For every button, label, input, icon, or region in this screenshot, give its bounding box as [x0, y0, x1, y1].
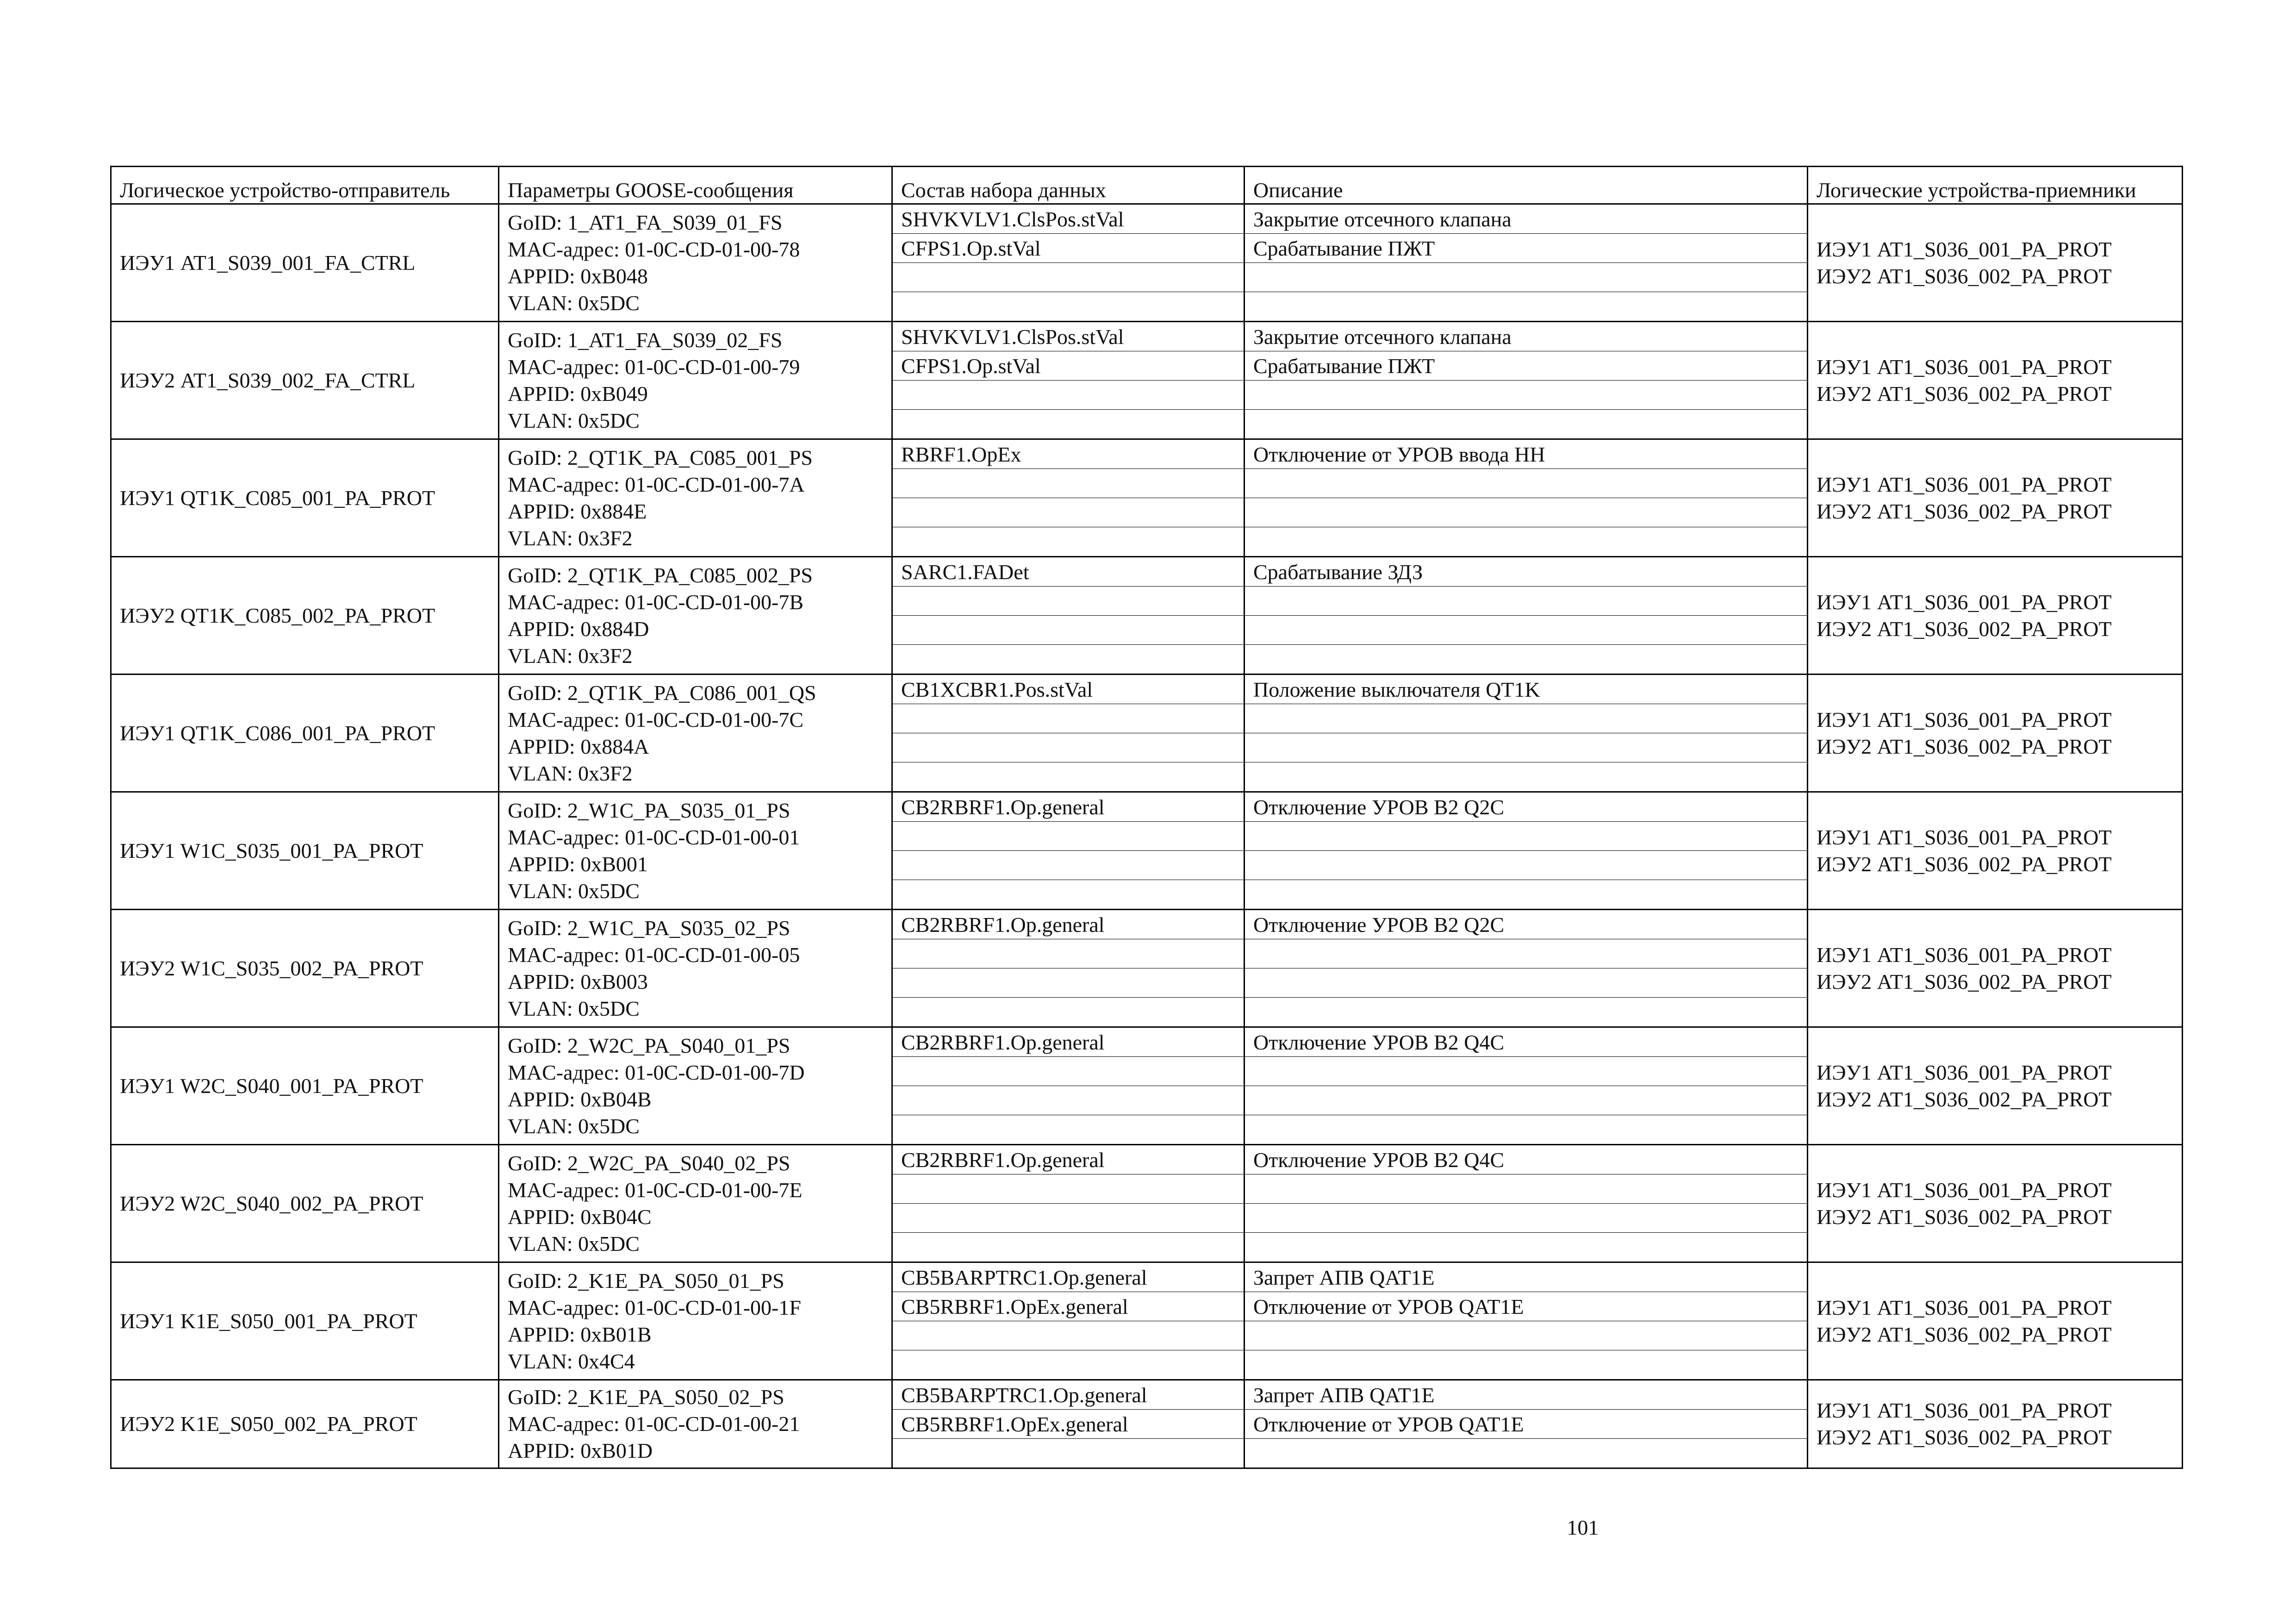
receivers-cell [1808, 675, 2183, 792]
dataset-cell: CB2RBRF1.Op.general [892, 1027, 1244, 1057]
dataset-cell [892, 851, 1244, 880]
params-cell [499, 910, 892, 1027]
param-line: APPID: 0xB049 [508, 381, 648, 406]
description-cell: Закрытие отсечного клапана [1244, 204, 1808, 234]
table-row [111, 1145, 2183, 1174]
param-line: APPID: 0xB003 [508, 969, 648, 993]
param-line: MAC-адрес: 01-0C-CD-01-00-7A [508, 472, 805, 496]
param-line: MAC-адрес: 01-0C-CD-01-00-21 [508, 1412, 800, 1436]
dataset-cell [892, 498, 1244, 527]
table-row [111, 557, 2183, 587]
description-cell: Отключение УРОВ В2 Q4C [1244, 1145, 1808, 1174]
table-row [111, 1027, 2183, 1057]
dataset-cell [892, 292, 1244, 322]
header-description: Описание [1244, 167, 1808, 204]
receivers-cell [1808, 557, 2183, 675]
dataset-cell: CB2RBRF1.Op.general [892, 792, 1244, 822]
receiver-line: ИЭУ2 AT1_S036_002_PA_PROT [1817, 1087, 2112, 1111]
receiver-line: ИЭУ1 AT1_S036_001_PA_PROT [1817, 1178, 2112, 1202]
receivers-cell [1808, 1262, 2183, 1380]
dataset-cell [892, 998, 1244, 1027]
receiver-line: ИЭУ2 AT1_S036_002_PA_PROT [1817, 617, 2112, 641]
dataset-cell [892, 1321, 1244, 1350]
description-cell [1244, 1057, 1808, 1086]
sender-cell: ИЭУ1 W1C_S035_001_PA_PROT [111, 792, 499, 910]
description-cell: Отключение от УРОВ ввода НН [1244, 439, 1808, 469]
table-header [111, 167, 2183, 204]
dataset-cell [892, 645, 1244, 675]
description-cell [1244, 498, 1808, 527]
dataset-cell [892, 263, 1244, 292]
sender-cell: ИЭУ1 QT1K_C085_001_PA_PROT [111, 439, 499, 557]
param-line: VLAN: 0x3F2 [508, 643, 633, 668]
receivers-cell [1808, 322, 2183, 439]
table-row [111, 1262, 2183, 1292]
sender-cell: ИЭУ2 QT1K_C085_002_PA_PROT [111, 557, 499, 675]
param-line: VLAN: 0x4C4 [508, 1349, 635, 1373]
params-cell [499, 1145, 892, 1262]
description-cell: Запрет АПВ QAT1E [1244, 1380, 1808, 1410]
dataset-cell: RBRF1.OpEx [892, 439, 1244, 469]
param-line: MAC-адрес: 01-0C-CD-01-00-1F [508, 1295, 801, 1319]
param-line: GoID: 1_AT1_FA_S039_02_FS [508, 328, 783, 352]
description-cell [1244, 762, 1808, 792]
param-line: APPID: 0xB01B [508, 1322, 652, 1346]
param-line: GoID: 2_K1E_PA_S050_01_PS [508, 1268, 784, 1293]
dataset-cell [892, 527, 1244, 557]
description-cell: Отключение от УРОВ QAT1E [1244, 1410, 1808, 1439]
dataset-cell [892, 1233, 1244, 1262]
description-cell [1244, 1321, 1808, 1350]
description-cell: Срабатывание ЗДЗ [1244, 557, 1808, 587]
receiver-line: ИЭУ1 AT1_S036_001_PA_PROT [1817, 472, 2112, 496]
params-cell [499, 439, 892, 557]
dataset-cell [892, 1439, 1244, 1468]
table-row [111, 910, 2183, 939]
dataset-cell [892, 939, 1244, 968]
receiver-line: ИЭУ2 AT1_S036_002_PA_PROT [1817, 969, 2112, 993]
description-cell: Отключение УРОВ В2 Q2C [1244, 910, 1808, 939]
dataset-cell [892, 1350, 1244, 1380]
description-cell [1244, 1233, 1808, 1262]
param-line: APPID: 0x884E [508, 499, 647, 523]
params-cell [499, 322, 892, 439]
param-line: GoID: 2_K1E_PA_S050_02_PS [508, 1385, 784, 1409]
description-cell [1244, 880, 1808, 910]
sender-cell: ИЭУ1 K1E_S050_001_PA_PROT [111, 1262, 499, 1380]
params-cell [499, 1027, 892, 1145]
description-cell: Отключение УРОВ В2 Q4C [1244, 1027, 1808, 1057]
receivers-cell [1808, 1380, 2183, 1468]
receiver-line: ИЭУ1 AT1_S036_001_PA_PROT [1817, 1060, 2112, 1084]
dataset-cell: CB1XCBR1.Pos.stVal [892, 675, 1244, 704]
receivers-cell [1808, 910, 2183, 1027]
sender-cell: ИЭУ2 K1E_S050_002_PA_PROT [111, 1380, 499, 1468]
sender-cell: ИЭУ1 W2C_S040_001_PA_PROT [111, 1027, 499, 1145]
params-cell [499, 675, 892, 792]
param-line: VLAN: 0x3F2 [508, 761, 633, 785]
table-row [111, 1380, 2183, 1410]
param-line: VLAN: 0x5DC [508, 291, 640, 315]
receiver-line: ИЭУ2 AT1_S036_002_PA_PROT [1817, 499, 2112, 523]
dataset-cell [892, 704, 1244, 733]
receivers-cell [1808, 792, 2183, 910]
description-cell [1244, 968, 1808, 998]
dataset-cell [892, 1174, 1244, 1204]
header-receivers: Логические устройства-приемники [1808, 167, 2183, 204]
param-line: MAC-адрес: 01-0C-CD-01-00-01 [508, 825, 800, 849]
param-line: VLAN: 0x5DC [508, 408, 640, 432]
table-row [111, 204, 2183, 234]
receiver-line: ИЭУ1 AT1_S036_001_PA_PROT [1817, 1399, 2112, 1422]
dataset-cell [892, 1086, 1244, 1115]
sender-cell: ИЭУ2 W2C_S040_002_PA_PROT [111, 1145, 499, 1262]
description-cell [1244, 1086, 1808, 1115]
sender-cell: ИЭУ1 AT1_S039_001_FA_CTRL [111, 204, 499, 322]
param-line: APPID: 0xB04B [508, 1087, 652, 1111]
receiver-line: ИЭУ1 AT1_S036_001_PA_PROT [1817, 1295, 2112, 1319]
goose-table [110, 166, 2183, 1469]
sender-cell: ИЭУ2 W1C_S035_002_PA_PROT [111, 910, 499, 1027]
param-line: APPID: 0xB048 [508, 264, 648, 288]
dataset-cell: SHVKVLV1.ClsPos.stVal [892, 204, 1244, 234]
dataset-cell [892, 616, 1244, 645]
description-cell [1244, 851, 1808, 880]
description-cell [1244, 381, 1808, 410]
receiver-line: ИЭУ2 AT1_S036_002_PA_PROT [1817, 1425, 2112, 1449]
dataset-cell [892, 880, 1244, 910]
header-params: Параметры GOOSE-сообщения [499, 167, 892, 204]
description-cell [1244, 704, 1808, 733]
param-line: GoID: 2_QT1K_PA_C085_002_PS [508, 563, 813, 587]
header-sender: Логическое устройство-отправитель [111, 167, 499, 204]
description-cell: Закрытие отсечного клапана [1244, 322, 1808, 351]
receiver-line: ИЭУ1 AT1_S036_001_PA_PROT [1817, 707, 2112, 731]
receiver-line: ИЭУ2 AT1_S036_002_PA_PROT [1817, 381, 2112, 406]
dataset-cell: CB5BARPTRC1.Op.general [892, 1380, 1244, 1410]
dataset-cell: CFPS1.Op.stVal [892, 234, 1244, 263]
dataset-cell [892, 1057, 1244, 1086]
dataset-cell: CFPS1.Op.stVal [892, 351, 1244, 381]
param-line: GoID: 2_QT1K_PA_C085_001_PS [508, 445, 813, 469]
param-line: VLAN: 0x3F2 [508, 526, 633, 550]
param-line: APPID: 0xB01D [508, 1439, 653, 1462]
dataset-cell [892, 762, 1244, 792]
param-line: APPID: 0x884A [508, 734, 649, 758]
receiver-line: ИЭУ2 AT1_S036_002_PA_PROT [1817, 1322, 2112, 1346]
description-cell [1244, 1174, 1808, 1204]
param-line: MAC-адрес: 01-0C-CD-01-00-7B [508, 590, 804, 614]
receivers-cell [1808, 204, 2183, 322]
receiver-line: ИЭУ2 AT1_S036_002_PA_PROT [1817, 734, 2112, 758]
receiver-line: ИЭУ1 AT1_S036_001_PA_PROT [1817, 943, 2112, 967]
description-cell: Положение выключателя QT1K [1244, 675, 1808, 704]
page-number: 101 [1567, 1516, 1599, 1539]
description-cell [1244, 1204, 1808, 1233]
param-line: GoID: 2_W1C_PA_S035_02_PS [508, 916, 790, 940]
param-line: VLAN: 0x5DC [508, 1231, 640, 1255]
description-cell: Отключение УРОВ В2 Q2C [1244, 792, 1808, 822]
description-cell [1244, 587, 1808, 616]
param-line: GoID: 2_W2C_PA_S040_01_PS [508, 1033, 790, 1057]
table-row [111, 439, 2183, 469]
receivers-cell [1808, 1027, 2183, 1145]
dataset-cell: CB5BARPTRC1.Op.general [892, 1262, 1244, 1292]
param-line: GoID: 2_W2C_PA_S040_02_PS [508, 1151, 790, 1175]
description-cell [1244, 1439, 1808, 1468]
param-line: VLAN: 0x5DC [508, 1114, 640, 1138]
dataset-cell [892, 968, 1244, 998]
header-row [111, 167, 2183, 204]
description-cell [1244, 1350, 1808, 1380]
params-cell [499, 1262, 892, 1380]
param-line: GoID: 1_AT1_FA_S039_01_FS [508, 210, 783, 234]
param-line: APPID: 0xB04C [508, 1205, 652, 1229]
param-line: MAC-адрес: 01-0C-CD-01-00-7D [508, 1060, 805, 1084]
description-cell [1244, 733, 1808, 762]
receiver-line: ИЭУ1 AT1_S036_001_PA_PROT [1817, 825, 2112, 849]
dataset-cell: SARC1.FADet [892, 557, 1244, 587]
description-cell [1244, 616, 1808, 645]
description-cell: Отключение от УРОВ QAT1E [1244, 1292, 1808, 1321]
params-cell [499, 557, 892, 675]
description-cell: Срабатывание ПЖТ [1244, 351, 1808, 381]
dataset-cell: CB2RBRF1.Op.general [892, 1145, 1244, 1174]
dataset-cell [892, 587, 1244, 616]
description-cell [1244, 1115, 1808, 1145]
param-line: VLAN: 0x5DC [508, 879, 640, 903]
receiver-line: ИЭУ1 AT1_S036_001_PA_PROT [1817, 355, 2112, 379]
dataset-cell [892, 1115, 1244, 1145]
params-cell [499, 1380, 892, 1468]
param-line: VLAN: 0x5DC [508, 996, 640, 1020]
sender-cell: ИЭУ1 QT1K_C086_001_PA_PROT [111, 675, 499, 792]
receiver-line: ИЭУ2 AT1_S036_002_PA_PROT [1817, 264, 2112, 288]
dataset-cell: CB2RBRF1.Op.general [892, 910, 1244, 939]
param-line: MAC-адрес: 01-0C-CD-01-00-79 [508, 355, 800, 379]
param-line: MAC-адрес: 01-0C-CD-01-00-05 [508, 943, 800, 967]
dataset-cell [892, 410, 1244, 439]
dataset-cell [892, 381, 1244, 410]
param-line: MAC-адрес: 01-0C-CD-01-00-7C [508, 707, 804, 731]
dataset-cell [892, 469, 1244, 498]
param-line: GoID: 2_QT1K_PA_C086_001_QS [508, 681, 816, 705]
description-cell [1244, 645, 1808, 675]
description-cell: Запрет АПВ QAT1E [1244, 1262, 1808, 1292]
sender-cell: ИЭУ2 AT1_S039_002_FA_CTRL [111, 322, 499, 439]
description-cell [1244, 292, 1808, 322]
param-line: MAC-адрес: 01-0C-CD-01-00-78 [508, 237, 800, 261]
table-row [111, 792, 2183, 822]
receiver-line: ИЭУ1 AT1_S036_001_PA_PROT [1817, 237, 2112, 261]
param-line: MAC-адрес: 01-0C-CD-01-00-7E [508, 1178, 803, 1202]
description-cell [1244, 939, 1808, 968]
table-row [111, 322, 2183, 351]
description-cell [1244, 469, 1808, 498]
dataset-cell: SHVKVLV1.ClsPos.stVal [892, 322, 1244, 351]
dataset-cell [892, 1204, 1244, 1233]
description-cell [1244, 263, 1808, 292]
description-cell: Срабатывание ПЖТ [1244, 234, 1808, 263]
dataset-cell [892, 822, 1244, 851]
param-line: APPID: 0x884D [508, 617, 649, 641]
header-dataset: Состав набора данных [892, 167, 1244, 204]
dataset-cell [892, 733, 1244, 762]
params-cell [499, 204, 892, 322]
receiver-line: ИЭУ1 AT1_S036_001_PA_PROT [1817, 590, 2112, 614]
dataset-cell: CB5RBRF1.OpEx.general [892, 1410, 1244, 1439]
receiver-line: ИЭУ2 AT1_S036_002_PA_PROT [1817, 852, 2112, 876]
dataset-cell: CB5RBRF1.OpEx.general [892, 1292, 1244, 1321]
description-cell [1244, 822, 1808, 851]
table-row [111, 675, 2183, 704]
receiver-line: ИЭУ2 AT1_S036_002_PA_PROT [1817, 1205, 2112, 1229]
description-cell [1244, 527, 1808, 557]
receivers-cell [1808, 439, 2183, 557]
receivers-cell [1808, 1145, 2183, 1262]
params-cell [499, 792, 892, 910]
param-line: APPID: 0xB001 [508, 852, 648, 876]
description-cell [1244, 998, 1808, 1027]
param-line: GoID: 2_W1C_PA_S035_01_PS [508, 798, 790, 822]
table-body [111, 204, 2183, 1468]
description-cell [1244, 410, 1808, 439]
